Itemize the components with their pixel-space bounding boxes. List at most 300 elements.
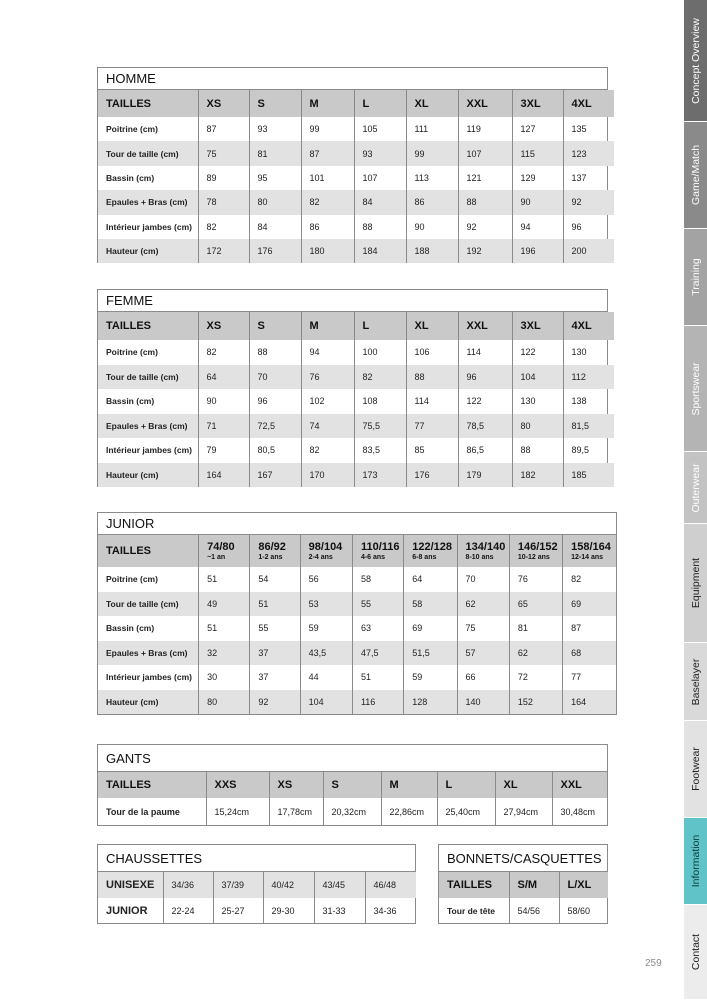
page-number: 259 (645, 958, 662, 969)
table-cell: 20,32cm (323, 798, 381, 825)
header-text: 4XL (571, 97, 592, 110)
table-cell: 128 (404, 690, 457, 715)
chaussettes-title: CHAUSSETTES (98, 845, 415, 872)
table-cell: 55 (250, 616, 300, 641)
table-cell: 37 (250, 665, 300, 690)
header-text: 74/80 (207, 541, 235, 553)
age-range: 8-10 ans (465, 554, 494, 561)
header-text: 3XL (520, 97, 541, 110)
table-cell: 176 (406, 463, 458, 488)
header-text: XXL (560, 779, 582, 791)
table-cell: 85 (406, 438, 458, 463)
header-text: 4XL (571, 320, 592, 332)
tab-label: Sportswear (689, 361, 702, 416)
row-label: Tour de tête (447, 906, 496, 916)
chaussettes-grid (98, 872, 416, 924)
table-row (98, 340, 614, 365)
table-row (98, 690, 616, 715)
table-row (98, 438, 614, 463)
table-cell: 29-30 (263, 898, 314, 924)
size-header (199, 535, 250, 567)
table-cell: 43/45 (314, 872, 365, 898)
table-cell: 22,86cm (381, 798, 437, 825)
table-cell: 86 (406, 190, 458, 214)
table-cell: 27,94cm (495, 798, 552, 825)
header-text: M (309, 320, 319, 332)
age-range: 4-6 ans (360, 554, 386, 561)
tab-outerwear[interactable] (684, 452, 707, 524)
table-cell: 59 (404, 665, 457, 690)
table-cell: 135 (563, 117, 614, 141)
table-cell: 88 (406, 365, 458, 390)
header-text: XXS (214, 779, 237, 791)
table-cell: 47,5 (352, 641, 403, 666)
table-cell: 70 (457, 567, 509, 592)
homme-size-table (97, 67, 608, 263)
row-label: Poitrine (cm) (106, 574, 158, 585)
header-label (98, 535, 199, 567)
table-row (98, 798, 607, 825)
table-cell: 51 (352, 665, 403, 690)
table-cell: 77 (563, 665, 616, 690)
table-cell: 115 (512, 141, 563, 165)
table-row (98, 592, 616, 617)
table-cell: 90 (198, 389, 249, 414)
table-cell: 71 (198, 414, 249, 439)
header-text: 3XL (520, 320, 541, 332)
row-label: UNISEXE (98, 872, 163, 898)
table-cell: 75 (457, 616, 509, 641)
table-cell: 82 (301, 190, 354, 214)
table-cell: 69 (404, 616, 457, 641)
table-cell: 88 (512, 438, 563, 463)
header-text: S (331, 779, 339, 791)
table-cell: 90 (512, 190, 563, 214)
header-text: 146/152 (517, 541, 558, 553)
row-label: Epaules + Bras (cm) (98, 190, 198, 214)
table-cell: 62 (457, 592, 509, 617)
header-text: XS (277, 779, 293, 791)
row-label: Tour de la paume (106, 806, 180, 817)
table-row (98, 190, 614, 214)
tab-label: Concept Overview (689, 17, 702, 104)
header-text: 86/92 (258, 541, 286, 553)
table-cell: 83,5 (354, 438, 406, 463)
tab-training[interactable] (684, 229, 707, 326)
table-cell: 105 (354, 117, 406, 141)
header-text: XXL (466, 97, 488, 110)
table-cell: 184 (354, 239, 406, 263)
table-cell: 51,5 (404, 641, 457, 666)
table-cell: 34-36 (365, 898, 416, 924)
femme-title: FEMME (98, 290, 607, 312)
row-label: Poitrine (cm) (106, 124, 158, 135)
table-cell: 107 (458, 141, 512, 165)
row-label: Intérieur jambes (cm) (106, 672, 192, 683)
tab-footwear[interactable] (684, 721, 707, 818)
header-row (439, 872, 608, 898)
table-cell: 17,78cm (269, 798, 323, 825)
size-header (301, 312, 354, 340)
table-cell: 96 (563, 215, 614, 239)
table-cell: 58 (352, 567, 403, 592)
header-text: XS (206, 320, 222, 332)
table-cell: 77 (406, 414, 458, 439)
table-cell: 89,5 (563, 438, 614, 463)
femme-size-table (97, 289, 608, 487)
age-range: ~1 an (207, 554, 226, 561)
table-cell: 58 (404, 592, 457, 617)
table-cell: 121 (458, 166, 512, 190)
table-row (98, 872, 416, 898)
header-label (98, 312, 198, 340)
table-row (98, 215, 614, 239)
table-cell: 44 (300, 665, 352, 690)
table-cell: 56 (300, 567, 352, 592)
table-row (98, 239, 614, 263)
table-cell: 92 (250, 690, 300, 715)
header-text: L (362, 97, 370, 110)
table-cell: 92 (563, 190, 614, 214)
size-header (563, 535, 616, 567)
table-cell: 82 (198, 215, 249, 239)
table-cell: 34/36 (163, 872, 213, 898)
row-label: Hauteur (cm) (98, 239, 198, 263)
tab-label: Game/Match (689, 144, 702, 206)
table-cell: 78,5 (458, 414, 512, 439)
size-header (512, 90, 563, 117)
table-cell: 31-33 (314, 898, 365, 924)
bonnets-grid (439, 872, 608, 924)
table-cell: 70 (249, 365, 301, 390)
table-cell: 114 (458, 340, 512, 365)
gants-title: GANTS (98, 745, 607, 772)
table-cell: 74 (301, 414, 354, 439)
bonnets-size-table (438, 844, 608, 924)
size-header (250, 535, 300, 567)
table-cell: 99 (301, 117, 354, 141)
table-cell: 80 (199, 690, 250, 715)
tab-contact[interactable] (684, 905, 707, 1000)
age-range: 10-12 ans (517, 554, 550, 561)
table-row (98, 117, 614, 141)
size-header (301, 90, 354, 117)
table-cell: 68 (563, 641, 616, 666)
tab-label: Contact (689, 933, 702, 971)
tab-sportswear[interactable] (684, 326, 707, 452)
table-row (98, 567, 616, 592)
table-row (98, 616, 616, 641)
table-cell: 51 (199, 567, 250, 592)
row-label: Tour de taille (cm) (98, 365, 198, 390)
tab-concept-overview[interactable] (684, 0, 707, 122)
table-cell: 30,48cm (552, 798, 607, 825)
size-header (381, 772, 437, 798)
tab-label: Training (689, 258, 702, 296)
table-cell: 127 (512, 117, 563, 141)
table-cell: 182 (512, 463, 563, 488)
table-cell: 90 (406, 215, 458, 239)
size-header (198, 90, 249, 117)
row-label: Tour de taille (cm) (98, 592, 199, 617)
tab-label: Outerwear (689, 462, 702, 513)
header-text: TAILLES (106, 97, 152, 110)
age-range: 2-4 ans (308, 554, 333, 561)
chaussettes-size-table (97, 844, 416, 924)
table-cell: 25-27 (213, 898, 263, 924)
table-cell: 87 (563, 616, 616, 641)
size-header (206, 772, 269, 798)
header-text: XL (503, 779, 518, 791)
table-cell: 99 (406, 141, 458, 165)
table-cell: 81 (249, 141, 301, 165)
header-text: TAILLES (447, 879, 493, 891)
header-text: M (389, 779, 399, 791)
row-label: Epaules + Bras (cm) (98, 414, 198, 439)
tab-information[interactable] (684, 818, 707, 905)
header-text: L (445, 779, 453, 791)
table-cell: 75 (198, 141, 249, 165)
header-text: 98/104 (308, 541, 343, 553)
row-label: Intérieur jambes (cm) (106, 445, 192, 456)
row-label: Hauteur (cm) (98, 463, 198, 488)
header-text: S/M (517, 879, 538, 891)
table-cell: 40/42 (263, 872, 314, 898)
header-text: XXL (466, 320, 488, 332)
table-cell: 32 (199, 641, 250, 666)
header-row (98, 90, 614, 117)
tab-label: Footwear (689, 747, 702, 791)
size-header (198, 312, 249, 340)
size-header (509, 535, 562, 567)
table-cell: 82 (301, 438, 354, 463)
table-cell: 106 (406, 340, 458, 365)
table-row (98, 141, 614, 165)
age-range: 6-8 ans (412, 554, 437, 561)
tab-equipment[interactable] (684, 524, 707, 643)
table-cell: 94 (512, 215, 563, 239)
table-cell: 96 (458, 365, 512, 390)
table-cell: 129 (512, 166, 563, 190)
header-text: L/XL (567, 879, 592, 891)
table-cell: 69 (563, 592, 616, 617)
size-header (437, 772, 495, 798)
row-label: Bassin (cm) (106, 623, 155, 634)
tab-label: Information (689, 834, 702, 888)
table-cell: 84 (354, 190, 406, 214)
table-cell: 80 (249, 190, 301, 214)
homme-title: HOMME (98, 68, 607, 90)
size-header (457, 535, 509, 567)
table-cell: 81,5 (563, 414, 614, 439)
tab-label: Baselayer (689, 658, 702, 705)
size-header (458, 312, 512, 340)
table-cell: 89 (198, 166, 249, 190)
table-cell: 88 (354, 215, 406, 239)
size-header (323, 772, 381, 798)
header-text: 134/140 (465, 541, 506, 553)
table-cell: 51 (250, 592, 300, 617)
age-range: 1-2 ans (258, 554, 283, 561)
gants-grid (98, 772, 607, 825)
table-cell: 167 (249, 463, 301, 488)
table-cell: 64 (198, 365, 249, 390)
size-header (406, 312, 458, 340)
table-cell: 15,24cm (206, 798, 269, 825)
table-cell: 111 (406, 117, 458, 141)
table-row (98, 463, 614, 488)
header-label (439, 872, 509, 898)
table-cell: 95 (249, 166, 301, 190)
header-text: TAILLES (106, 545, 152, 557)
size-header (269, 772, 323, 798)
table-cell: 93 (354, 141, 406, 165)
table-cell: 104 (300, 690, 352, 715)
table-cell: 173 (354, 463, 406, 488)
table-cell: 140 (457, 690, 509, 715)
size-header (354, 90, 406, 117)
header-row (98, 535, 616, 567)
header-row (98, 312, 614, 340)
table-cell: 179 (458, 463, 512, 488)
table-cell: 57 (457, 641, 509, 666)
table-cell: 113 (406, 166, 458, 190)
table-cell: 63 (352, 616, 403, 641)
header-text: TAILLES (106, 779, 152, 791)
table-cell: 82 (198, 340, 249, 365)
table-cell: 164 (563, 690, 616, 715)
table-row (98, 641, 616, 666)
table-cell: 80 (512, 414, 563, 439)
table-cell: 30 (199, 665, 250, 690)
table-cell: 84 (249, 215, 301, 239)
bonnets-title: BONNETS/CASQUETTES (439, 845, 607, 872)
table-cell: 192 (458, 239, 512, 263)
table-row (98, 389, 614, 414)
tab-label: Equipment (689, 557, 702, 609)
table-cell: 75,5 (354, 414, 406, 439)
table-cell: 107 (354, 166, 406, 190)
table-cell: 188 (406, 239, 458, 263)
table-row (98, 665, 616, 690)
table-cell: 37 (250, 641, 300, 666)
row-label: Hauteur (cm) (98, 690, 199, 715)
table-cell: 55 (352, 592, 403, 617)
size-header (509, 872, 559, 898)
tab-game-match[interactable] (684, 122, 707, 229)
table-cell: 114 (406, 389, 458, 414)
table-cell: 80,5 (249, 438, 301, 463)
table-cell: 123 (563, 141, 614, 165)
table-cell: 86,5 (458, 438, 512, 463)
table-cell: 76 (301, 365, 354, 390)
table-cell: 51 (199, 616, 250, 641)
size-header (512, 312, 563, 340)
size-header (354, 312, 406, 340)
table-cell: 116 (352, 690, 403, 715)
row-label: Epaules + Bras (cm) (98, 641, 199, 666)
header-text: 122/128 (412, 541, 453, 553)
table-cell: 78 (198, 190, 249, 214)
table-row (98, 898, 416, 924)
size-header (249, 312, 301, 340)
table-cell: 62 (509, 641, 562, 666)
junior-title: JUNIOR (98, 513, 616, 535)
table-cell: 72 (509, 665, 562, 690)
table-cell: 170 (301, 463, 354, 488)
table-cell: 22-24 (163, 898, 213, 924)
femme-grid (98, 312, 614, 487)
table-cell: 87 (198, 117, 249, 141)
age-range: 12-14 ans (571, 554, 604, 561)
row-label: Bassin (cm) (106, 396, 155, 407)
table-cell: 104 (512, 365, 563, 390)
table-cell: 185 (563, 463, 614, 488)
row-label: Tour de taille (cm) (98, 141, 198, 165)
header-label (98, 772, 206, 798)
table-cell: 79 (198, 438, 249, 463)
size-header (300, 535, 352, 567)
table-cell: 100 (354, 340, 406, 365)
row-label: Intérieur jambes (cm) (106, 221, 192, 232)
row-label: Bassin (cm) (106, 172, 155, 183)
header-text: XL (414, 97, 429, 110)
table-row (98, 414, 614, 439)
table-cell: 176 (249, 239, 301, 263)
table-cell: 101 (301, 166, 354, 190)
table-cell: 130 (512, 389, 563, 414)
header-text: XL (414, 320, 429, 332)
table-cell: 108 (354, 389, 406, 414)
header-text: 158/164 (571, 541, 611, 553)
table-cell: 46/48 (365, 872, 416, 898)
table-cell: 58/60 (559, 898, 608, 924)
table-cell: 82 (354, 365, 406, 390)
table-cell: 88 (249, 340, 301, 365)
table-cell: 112 (563, 365, 614, 390)
table-cell: 122 (512, 340, 563, 365)
size-header (495, 772, 552, 798)
table-cell: 72,5 (249, 414, 301, 439)
table-row (98, 365, 614, 390)
header-text: S (257, 320, 265, 332)
header-text: L (362, 320, 370, 332)
table-cell: 88 (458, 190, 512, 214)
gants-size-table (97, 744, 608, 826)
table-cell: 196 (512, 239, 563, 263)
header-text: M (309, 97, 319, 110)
header-text: XS (206, 97, 222, 110)
table-cell: 152 (509, 690, 562, 715)
table-cell: 119 (458, 117, 512, 141)
header-text: 110/116 (360, 541, 400, 553)
table-cell: 64 (404, 567, 457, 592)
table-cell: 54/56 (509, 898, 559, 924)
size-header (404, 535, 457, 567)
homme-grid (98, 90, 614, 263)
table-cell: 94 (301, 340, 354, 365)
size-header (563, 90, 614, 117)
table-cell: 53 (300, 592, 352, 617)
junior-size-table (97, 512, 617, 715)
tab-baselayer[interactable] (684, 643, 707, 721)
table-cell: 172 (198, 239, 249, 263)
table-cell: 93 (249, 117, 301, 141)
table-row (439, 898, 608, 924)
size-header (563, 312, 614, 340)
size-header (249, 90, 301, 117)
size-header (552, 772, 607, 798)
